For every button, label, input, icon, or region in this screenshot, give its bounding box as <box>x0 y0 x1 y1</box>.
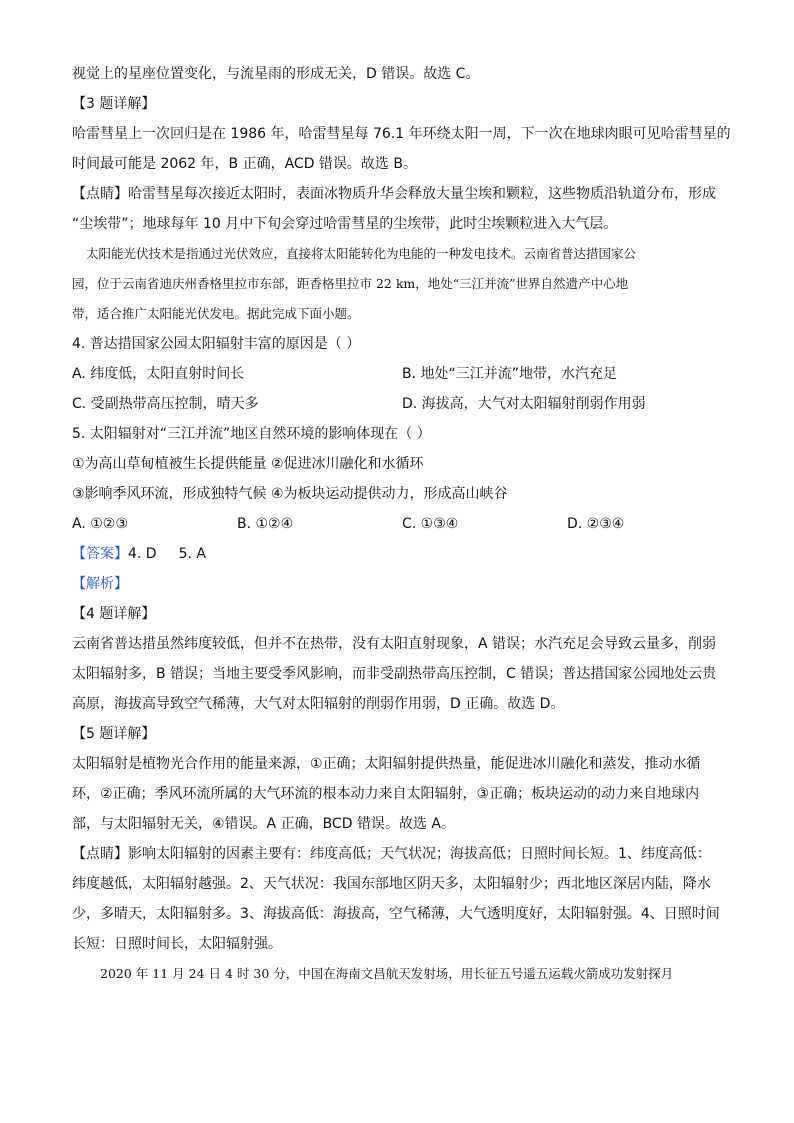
paragraph-line: 纬度越低，太阳辐射越强。2、天气状况：我国东部地区阴天多，太阳辐射少；西北地区深居内陆，降水 <box>72 876 711 892</box>
material-line: 园，位于云南省迪庆州香格里拉市东部，距香格里拉市 22 km，地处“三江并流”世界自然遗产中心地 <box>72 276 629 291</box>
statement-line: ③影响季风环流，形成独特气候 ④为板块运动提供动力，形成高山峡谷 <box>72 486 508 502</box>
paragraph-line: 少，多晴天，太阳辐射多。3、海拔高低：海拔高，空气稀薄，大气透明度好，太阳辐射强。4、日照时间 <box>72 906 720 922</box>
answer-label: 【答案】 <box>72 546 128 562</box>
question-4: 4. 普达措国家公园太阳辐射丰富的原因是（ ） <box>72 336 361 352</box>
paragraph-line: 高原，海拔高导致空气稀薄，大气对太阳辐射的削弱作用弱，D 正确。故选 D。 <box>72 696 565 712</box>
option-b: B. ①②④ <box>237 516 294 532</box>
answer-5: 5. A <box>178 546 206 562</box>
material-line: 2020 年 11 月 24 日 4 时 30 分，中国在海南文昌航天发射场，用长征五号遥五运载火箭成功发射探月 <box>100 966 674 981</box>
option-b: B. 地处“三江并流”地带，水汽充足 <box>402 366 618 382</box>
option-a: A. 纬度低，太阳直射时间长 <box>72 366 245 382</box>
section-heading-q3: 【3 题详解】 <box>72 96 156 112</box>
section-heading-q4: 【4 题详解】 <box>72 606 156 622</box>
paragraph-line: 时间最可能是 2062 年，B 正确，ACD 错误。故选 B。 <box>72 156 417 172</box>
answer-4: 4. D <box>128 546 157 562</box>
paragraph-line: 哈雷彗星上一次回归是在 1986 年，哈雷彗星每 76.1 年环绕太阳一周，下一次在地球肉眼可见哈雷彗星的 <box>72 126 731 142</box>
paragraph-line: 长短：日照时间长，太阳辐射强。 <box>72 936 282 952</box>
paragraph-line: 【点睛】哈雷彗星每次接近太阳时，表面冰物质升华会释放大量尘埃和颗粒，这些物质沿轨道分布，形成 <box>72 186 716 202</box>
material-line: 带，适合推广太阳能光伏发电。据此完成下面小题。 <box>72 306 360 321</box>
question-5-options <box>72 514 732 534</box>
analysis-label: 【解析】 <box>72 576 128 592</box>
option-d: D. 海拔高，大气对太阳辐射削弱作用弱 <box>402 396 646 412</box>
document-page <box>72 64 732 994</box>
question-5: 5. 太阳辐射对“三江并流”地区自然环境的影响体现在（ ） <box>72 426 431 442</box>
answer-line <box>72 544 732 564</box>
question-4-options-row-2 <box>72 394 732 414</box>
option-c: C. 受副热带高压控制，晴天多 <box>72 396 259 412</box>
paragraph-line: 云南省普达措虽然纬度较低，但并不在热带，没有太阳直射现象，A 错误；水汽充足会导致云量多，削弱 <box>72 636 717 652</box>
paragraph-line: 太阳辐射是植物光合作用的能量来源，①正确；太阳辐射提供热量，能促进冰川融化和蒸发，推动水循 <box>72 756 701 772</box>
paragraph-line: 太阳辐射多，B 错误；当地主要受季风影响，而非受副热带高压控制，C 错误；普达措国家公园地处云贵 <box>72 666 717 682</box>
option-a: A. ①②③ <box>72 516 128 532</box>
paragraph-line: “尘埃带”；地球每年 10 月中下旬会穿过哈雷彗星的尘埃带，此时尘埃颗粒进入大气层。 <box>72 216 618 232</box>
paragraph-line: 部，与太阳辐射无关，④错误。A 正确，BCD 错误。故选 A。 <box>72 816 455 832</box>
option-c: C. ①③④ <box>402 516 459 532</box>
paragraph-line: 【点睛】影响太阳辐射的因素主要有：纬度高低；天气状况；海拔高低；日照时间长短。1、纬度高低： <box>72 846 711 862</box>
section-heading-q5: 【5 题详解】 <box>72 726 156 742</box>
question-4-options-row-1 <box>72 364 732 384</box>
paragraph-line: 视觉上的星座位置变化，与流星雨的形成无关，D 错误。故选 C。 <box>72 66 480 82</box>
statement-line: ①为高山草甸植被生长提供能量 ②促进冰川融化和水循环 <box>72 456 424 472</box>
paragraph-line: 环，②正确；季风环流所属的大气环流的根本动力来自太阳辐射，③正确；板块运动的动力来自地球内 <box>72 786 700 802</box>
material-line: 太阳能光伏技术是指通过光伏效应，直接将太阳能转化为电能的一种发电技术。云南省普达措国家公 <box>86 246 637 261</box>
option-d: D. ②③④ <box>567 516 625 532</box>
